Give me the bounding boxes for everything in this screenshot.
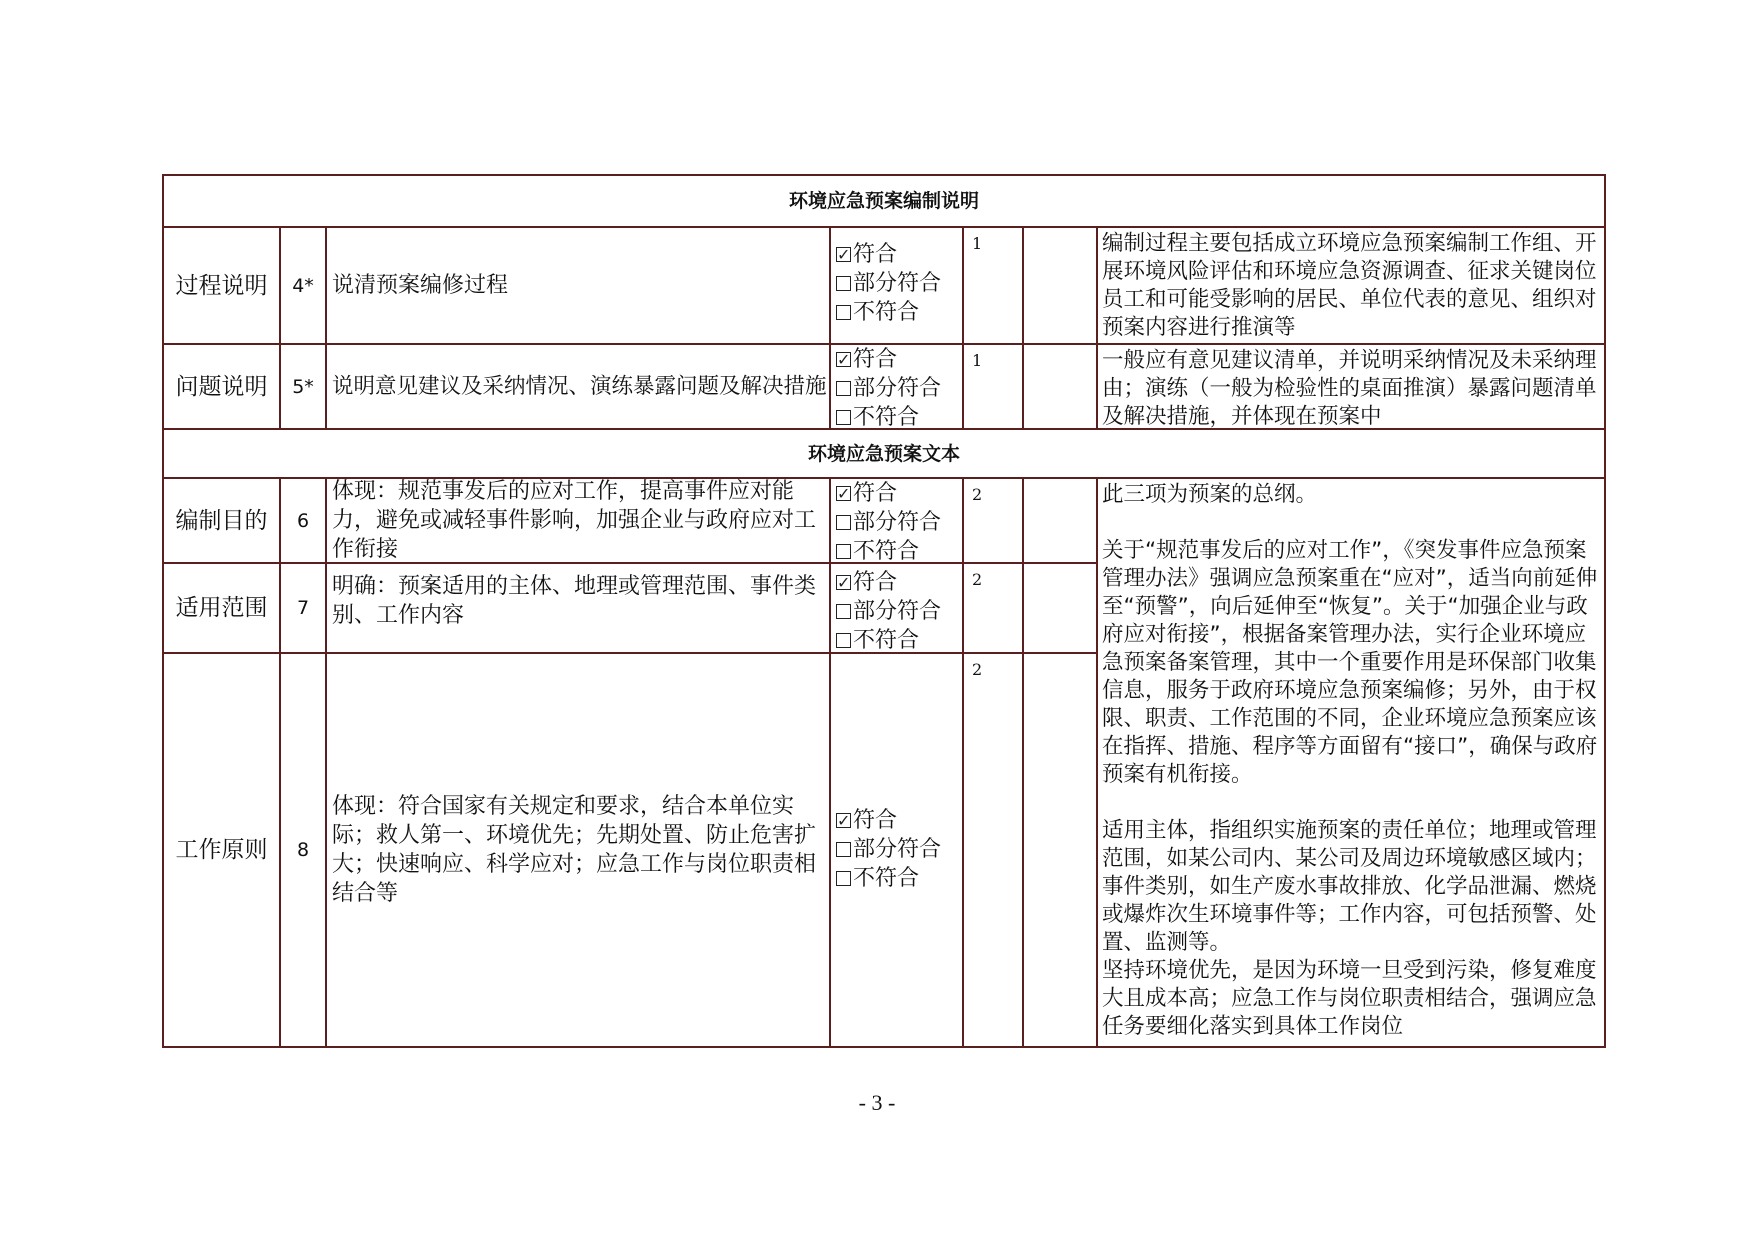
row-number: 8 (296, 839, 310, 861)
checkbox-icon[interactable] (836, 305, 851, 320)
compliance-options (831, 238, 962, 343)
checkbox-checked-icon[interactable] (836, 247, 851, 262)
option-yes[interactable] (836, 240, 962, 269)
option-label: 符合 (853, 808, 898, 833)
option-label: 符合 (853, 242, 898, 267)
row-requirement: 体现：符合国家有关规定和要求，结合本单位实际；救人第一、环境优先；先期处置、防止危害扩大；快速响应、科学应对；应急工作与岗位职责相结合等 (332, 794, 817, 906)
checkbox-checked-icon[interactable] (836, 813, 851, 828)
option-partial[interactable] (836, 508, 962, 537)
compliance-options (831, 477, 962, 562)
option-label: 部分符合 (853, 837, 942, 862)
evaluation-table (162, 174, 1606, 1048)
note-spacer (1102, 789, 1598, 817)
row-score: 2 (972, 570, 983, 589)
option-label: 不符合 (853, 300, 920, 325)
checkbox-icon[interactable] (836, 544, 851, 559)
option-label: 部分符合 (853, 599, 942, 624)
row-requirement: 体现：规范事发后的应对工作，提高事件应对能力，避免或减轻事件影响，加强企业与政府应对工作衔接 (332, 479, 817, 562)
row-number: 4* (292, 274, 314, 297)
note-paragraph: 坚持环境优先，是因为环境一旦受到污染，修复难度大且成本高；应急工作与岗位职责相结合，强调应急任务要细化落实到具体工作岗位 (1102, 958, 1597, 1039)
option-partial[interactable] (836, 269, 962, 298)
option-label: 符合 (853, 481, 898, 506)
checkbox-icon[interactable] (836, 633, 851, 648)
row-requirement: 说清预案编修过程 (332, 273, 509, 298)
row-requirement: 明确：预案适用的主体、地理或管理范围、事件类别、工作内容 (332, 574, 817, 628)
option-label: 部分符合 (853, 376, 942, 401)
option-no[interactable] (836, 403, 962, 428)
option-label: 部分符合 (853, 510, 942, 535)
section-heading: 环境应急预案编制说明 (788, 190, 979, 212)
option-partial[interactable] (836, 374, 962, 403)
row-score: 2 (972, 485, 983, 504)
option-yes[interactable] (836, 479, 962, 508)
option-no[interactable] (836, 537, 962, 562)
checkbox-icon[interactable] (836, 604, 851, 619)
note-paragraph: 此三项为预案的总纲。 (1102, 482, 1318, 507)
section-heading: 环境应急预案文本 (807, 442, 960, 465)
option-yes[interactable] (836, 345, 962, 374)
table-col-rule (829, 477, 831, 1048)
table-border-bottom (162, 1046, 1606, 1048)
row-score: 2 (972, 660, 983, 679)
option-label: 符合 (853, 347, 898, 372)
option-no[interactable] (836, 298, 962, 327)
row-category: 编制目的 (175, 507, 268, 534)
row-category: 适用范围 (175, 595, 268, 621)
option-partial[interactable] (836, 597, 962, 626)
row-number: 6 (296, 509, 310, 532)
row-category: 过程说明 (175, 272, 268, 299)
option-label: 不符合 (853, 866, 920, 891)
table-col-rule (1022, 477, 1024, 1048)
row-number: 7 (296, 597, 310, 619)
option-no[interactable] (836, 864, 962, 893)
row-number: 5* (292, 375, 314, 398)
option-partial[interactable] (836, 835, 962, 864)
row-category: 问题说明 (175, 373, 268, 400)
checkbox-icon[interactable] (836, 410, 851, 425)
row-score: 1 (972, 351, 983, 370)
table-col-rule (1022, 226, 1024, 428)
table-border-right (1604, 174, 1606, 1048)
compliance-options (831, 804, 962, 904)
checkbox-checked-icon[interactable] (836, 575, 851, 590)
option-label: 符合 (853, 570, 898, 595)
option-yes[interactable] (836, 806, 962, 835)
row-score: 1 (972, 234, 983, 253)
option-yes[interactable] (836, 568, 962, 597)
row-note: 一般应有意见建议清单，并说明采纳情况及未采纳理由；演练（一般为检验性的桌面推演）暴露问题清单及解决措施，并体现在预案中 (1102, 348, 1597, 428)
compliance-options (831, 343, 962, 428)
option-no[interactable] (836, 626, 962, 652)
note-spacer (1102, 509, 1598, 537)
note-paragraph: 关于“规范事发后的应对工作”，《突发事件应急预案管理办法》强调应急预案重在“应对”，适当向前延伸至“预警”，向后延伸至“恢复”。关于“加强企业与政府应对衔接”，根据备案管理办法，实行企业环境应急预案备案管理，其中一个重要作用是环保部门收集信息，服务于政府环境应急预案编修；另外，由于权限、职责、工作范围的不同，企业环境应急预案应该在指挥、措施、程序等方面留有“接口”，确保与政府预案有机衔接。 (1102, 538, 1598, 787)
option-label: 不符合 (853, 539, 920, 562)
checkbox-checked-icon[interactable] (836, 486, 851, 501)
merged-note (1098, 479, 1604, 1046)
checkbox-icon[interactable] (836, 381, 851, 396)
checkbox-icon[interactable] (836, 842, 851, 857)
checkbox-icon[interactable] (836, 871, 851, 886)
row-category: 工作原则 (175, 837, 268, 863)
checkbox-icon[interactable] (836, 276, 851, 291)
note-paragraph: 适用主体，指组织实施预案的责任单位；地理或管理范围，如某公司内、某公司及周边环境敏感区域内；事件类别，如生产废水事故排放、化学品泄漏、燃烧或爆炸次生环境事件等；工作内容，可包括预警、处置、监测等。 (1102, 818, 1597, 955)
option-label: 不符合 (853, 628, 920, 652)
checkbox-checked-icon[interactable] (836, 352, 851, 367)
page-number: - 3 - (858, 1090, 896, 1115)
row-requirement: 说明意见建议及采纳情况、演练暴露问题及解决措施 (332, 374, 827, 399)
option-label: 不符合 (853, 405, 920, 428)
row-note: 编制过程主要包括成立环境应急预案编制工作组、开展环境风险评估和环境应急资源调查、征求关键岗位员工和可能受影响的居民、单位代表的意见、组织对预案内容进行推演等 (1102, 231, 1597, 340)
compliance-options (831, 566, 962, 652)
option-label: 部分符合 (853, 271, 942, 296)
checkbox-icon[interactable] (836, 515, 851, 530)
